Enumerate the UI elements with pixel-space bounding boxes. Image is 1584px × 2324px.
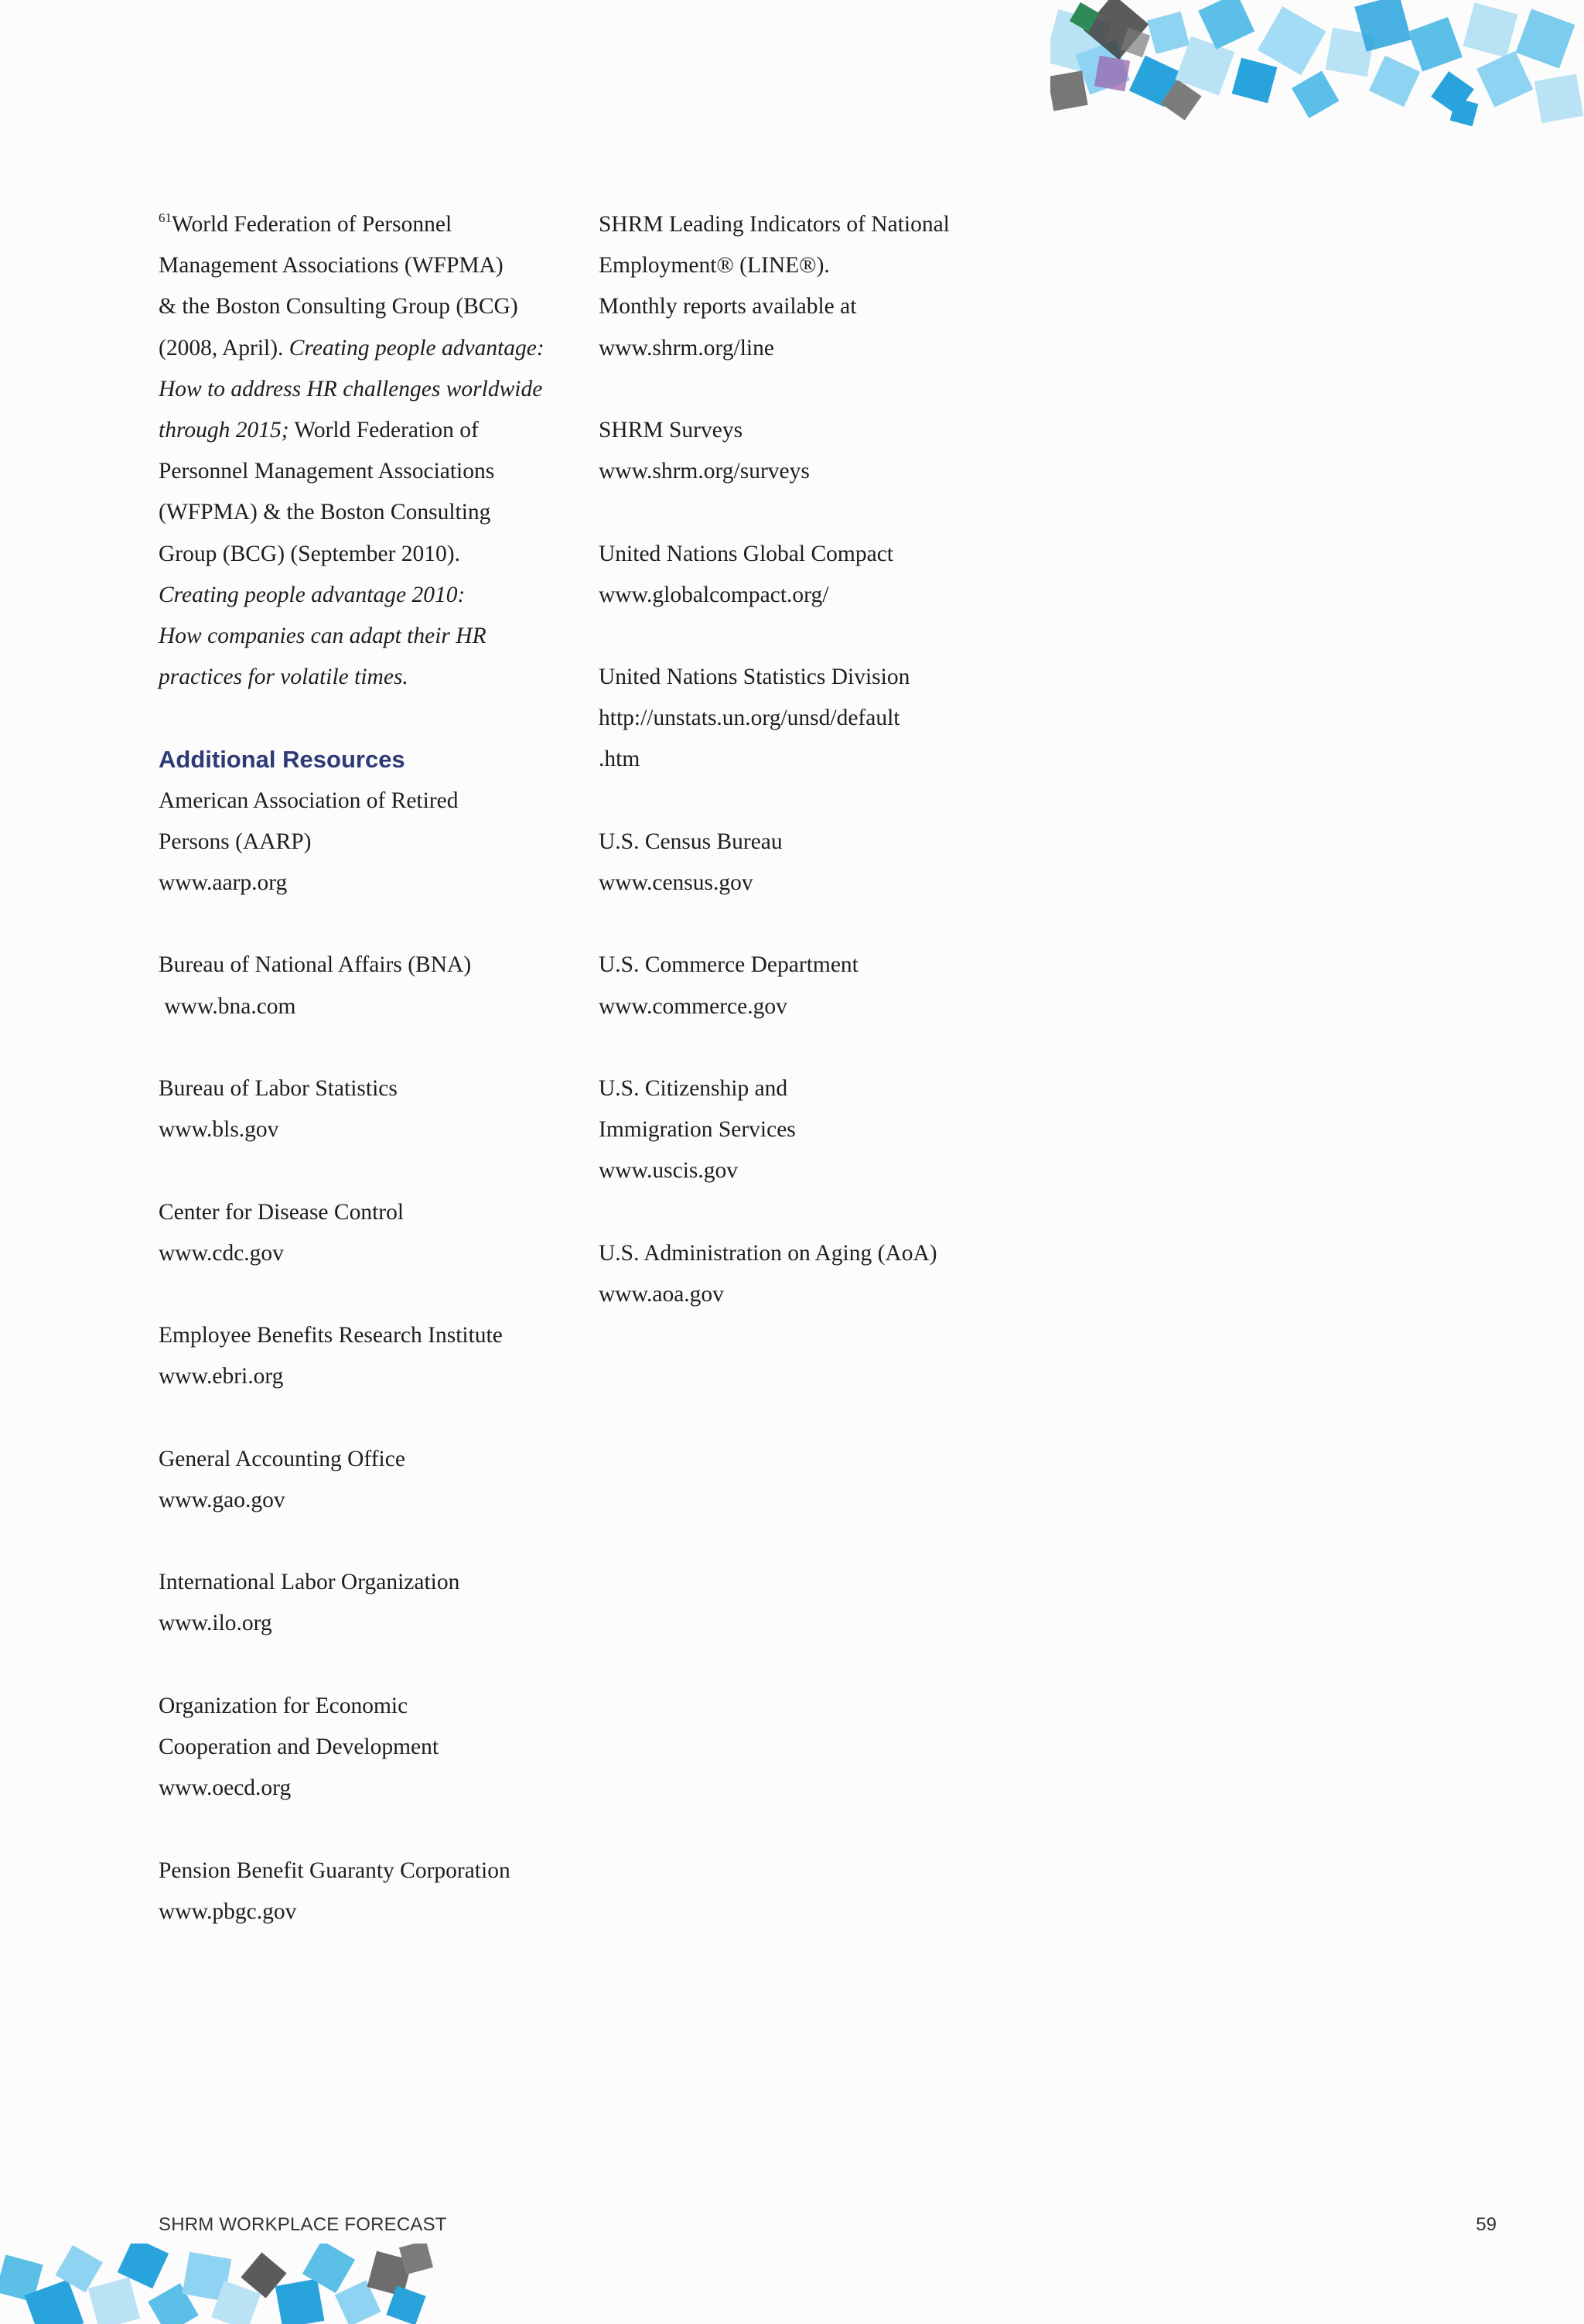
spacer bbox=[599, 369, 1032, 410]
resource-entry bbox=[159, 1068, 576, 1150]
footer-mosaic-decoration bbox=[0, 2244, 433, 2324]
resource-url[interactable]: www.pbgc.gov bbox=[159, 1899, 297, 1924]
footnote-line bbox=[159, 204, 576, 245]
spacer bbox=[159, 1809, 576, 1850]
footnote-line bbox=[159, 534, 576, 575]
resource-name-line: Employment® (LINE®). bbox=[599, 253, 830, 279]
footnote-line bbox=[159, 286, 576, 327]
footnote-text: Management Associations (WFPMA) bbox=[159, 253, 504, 279]
footnote-line bbox=[159, 492, 576, 533]
footnote-text: Personnel Management Associations bbox=[159, 459, 495, 484]
resource-url[interactable]: www.bna.com bbox=[159, 993, 296, 1019]
resource-name-line: Center for Disease Control bbox=[159, 1199, 405, 1225]
resource-entry bbox=[599, 657, 1032, 781]
resource-entry bbox=[599, 534, 1032, 616]
resource-entry bbox=[599, 1068, 1032, 1192]
resource-name-line: American Association of Retired bbox=[159, 788, 459, 813]
resource-url[interactable]: www.census.gov bbox=[599, 870, 753, 895]
footnote-line bbox=[159, 616, 576, 657]
spacer bbox=[159, 1027, 576, 1068]
footnote-line bbox=[159, 369, 576, 410]
resource-url[interactable]: www.commerce.gov bbox=[599, 993, 787, 1019]
footnote-text: practices for volatile times. bbox=[159, 665, 408, 690]
spacer bbox=[599, 1027, 1032, 1068]
resource-entry bbox=[599, 945, 1032, 1027]
resource-entry bbox=[599, 822, 1032, 904]
spacer bbox=[159, 904, 576, 945]
resource-url[interactable]: www.aarp.org bbox=[159, 870, 288, 895]
resource-url[interactable]: www.ebri.org bbox=[159, 1364, 284, 1389]
left-column bbox=[159, 204, 576, 1933]
resource-entry bbox=[159, 1315, 576, 1397]
footnote-text: World Federation of bbox=[288, 417, 479, 443]
resource-name-line: U.S. Commerce Department bbox=[599, 952, 859, 978]
spacer bbox=[159, 1521, 576, 1562]
footnote-text: (WFPMA) & the Boston Consulting bbox=[159, 500, 491, 525]
resource-name-line: Pension Benefit Guaranty Corporation bbox=[159, 1857, 510, 1883]
right-column bbox=[599, 204, 1032, 1315]
footnote-text: Creating people advantage: bbox=[288, 335, 544, 361]
resource-name-line: Bureau of Labor Statistics bbox=[159, 1075, 398, 1101]
resource-entry bbox=[159, 1439, 576, 1521]
footnote-block bbox=[159, 204, 576, 698]
footnote-marker: 61 bbox=[159, 210, 172, 225]
resource-name-line: U.S. Administration on Aging (AoA) bbox=[599, 1240, 937, 1266]
footnote-text: Creating people advantage 2010: bbox=[159, 582, 466, 607]
resource-name-line: Persons (AARP) bbox=[159, 829, 312, 854]
resource-name-line: U.S. Census Bureau bbox=[599, 829, 783, 854]
resource-url[interactable]: www.cdc.gov bbox=[159, 1240, 284, 1266]
spacer bbox=[159, 1645, 576, 1686]
resource-name-line: Cooperation and Development bbox=[159, 1734, 439, 1759]
mosaic-graphic bbox=[0, 2244, 433, 2324]
footnote-line bbox=[159, 245, 576, 286]
resource-entry bbox=[159, 1686, 576, 1810]
header-mosaic-decoration bbox=[1050, 0, 1584, 132]
resource-name-line: Immigration Services bbox=[599, 1117, 796, 1143]
spacer bbox=[159, 698, 576, 739]
resource-name-line: United Nations Statistics Division bbox=[599, 665, 910, 690]
resource-entry bbox=[159, 781, 576, 904]
resource-entry bbox=[599, 410, 1032, 492]
resource-url[interactable]: .htm bbox=[599, 747, 640, 772]
resource-name-line: Employee Benefits Research Institute bbox=[159, 1323, 503, 1348]
resource-url[interactable]: www.uscis.gov bbox=[599, 1158, 738, 1184]
resource-name-line: International Labor Organization bbox=[159, 1570, 460, 1595]
footnote-line bbox=[159, 575, 576, 616]
resource-name-line: SHRM Leading Indicators of National bbox=[599, 212, 950, 237]
right-resource-list bbox=[599, 204, 1032, 1315]
spacer bbox=[599, 492, 1032, 533]
resource-name-line: Monthly reports available at bbox=[599, 294, 857, 320]
resource-url[interactable]: www.gao.gov bbox=[159, 1487, 285, 1512]
mosaic-graphic bbox=[1050, 0, 1584, 132]
resource-url[interactable]: www.shrm.org/surveys bbox=[599, 459, 810, 484]
resource-name-line: U.S. Citizenship and bbox=[599, 1075, 788, 1101]
spacer bbox=[599, 781, 1032, 822]
resource-name-line: SHRM Surveys bbox=[599, 417, 743, 443]
resource-url[interactable]: www.bls.gov bbox=[159, 1117, 279, 1143]
resource-url[interactable]: www.ilo.org bbox=[159, 1611, 272, 1636]
resource-entry bbox=[159, 1851, 576, 1933]
page-number: 59 bbox=[1476, 2214, 1497, 2235]
resource-url[interactable]: www.globalcompact.org/ bbox=[599, 582, 829, 607]
spacer bbox=[599, 1192, 1032, 1233]
footnote-text: (2008, April). bbox=[159, 335, 289, 361]
spacer bbox=[599, 904, 1032, 945]
footnote-text: through 2015; bbox=[159, 417, 289, 443]
footnote-text: How to address HR challenges worldwide bbox=[159, 376, 543, 402]
footnote-line bbox=[159, 657, 576, 698]
footnote-text: World Federation of Personnel bbox=[172, 212, 452, 237]
resource-name-line: Bureau of National Affairs (BNA) bbox=[159, 952, 472, 978]
footnote-line bbox=[159, 451, 576, 492]
resource-name-line: United Nations Global Compact bbox=[599, 541, 893, 566]
resource-entry bbox=[159, 945, 576, 1027]
resource-entry bbox=[599, 1233, 1032, 1315]
resource-name-line: Organization for Economic bbox=[159, 1693, 408, 1718]
footnote-text: Group (BCG) (September 2010). bbox=[159, 541, 460, 566]
additional-resources-heading: Additional Resources bbox=[159, 746, 405, 774]
footnote-text: How companies can adapt their HR bbox=[159, 623, 486, 648]
resource-url[interactable]: www.shrm.org/line bbox=[599, 335, 774, 361]
spacer bbox=[159, 1274, 576, 1315]
footnote-text: & the Boston Consulting Group (BCG) bbox=[159, 294, 518, 320]
resource-entry bbox=[159, 1562, 576, 1644]
spacer bbox=[159, 1150, 576, 1191]
footnote-line bbox=[159, 410, 576, 451]
resource-entry bbox=[599, 204, 1032, 369]
footnote-line bbox=[159, 328, 576, 369]
resource-url[interactable]: www.aoa.gov bbox=[599, 1281, 724, 1307]
spacer bbox=[159, 1397, 576, 1438]
left-resource-list bbox=[159, 781, 576, 1933]
footer-publication-title: SHRM WORKPLACE FORECAST bbox=[159, 2214, 447, 2235]
resource-url[interactable]: www.oecd.org bbox=[159, 1775, 292, 1801]
resource-name-line: General Accounting Office bbox=[159, 1446, 405, 1471]
resource-name-line: http://unstats.un.org/unsd/default bbox=[599, 706, 900, 731]
spacer bbox=[599, 616, 1032, 657]
resource-entry bbox=[159, 1192, 576, 1274]
